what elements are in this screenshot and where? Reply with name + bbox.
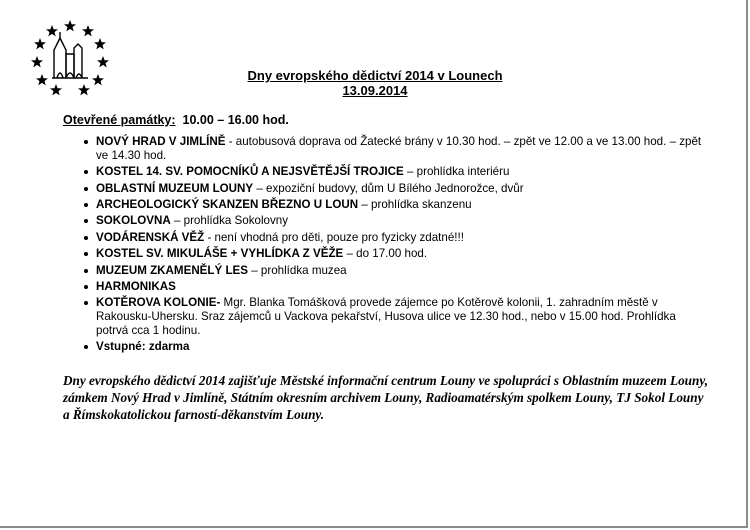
heritage-days-logo [30,18,110,96]
item-name: Vstupné: zdarma [96,340,190,354]
item-detail: – prohlídka skanzenu [358,197,472,211]
item-detail: – expoziční budovy, dům U Bílého Jednorožce, dvůr [253,181,524,195]
opening-hours [63,113,289,127]
list-item [84,135,704,163]
list-item [84,231,704,245]
title-line-1: Dny evropského dědictví 2014 v Lounech [247,68,503,83]
item-name: MUZEUM ZKAMENĚLÝ LES [96,263,249,277]
list-item [84,165,704,179]
list-item [84,247,704,261]
list-item [84,182,704,196]
list-item [84,296,704,337]
item-detail: Mgr. Blanka Tomášková provede zájemce po Kotěrově kolonii, 1. zahradním městě v Rakousku-Uhersku. Sraz zájemců u Vackova pekařství, Husova ulice ve 12.30 hod., nebo v 15.00 hod. Prohlídka potrvá cca 1 hodinu. [96,296,676,337]
item-name: KOTĚROVA KOLONIE- [96,296,221,310]
item-name: KOSTEL 14. SV. POMOCNÍKŮ A NEJSVĚTĚJŠÍ TROJICE [96,165,404,179]
item-detail: – prohlídka Sokolovny [170,214,289,228]
opening-hours-value: 10.00 – 16.00 hod. [182,113,289,127]
list-item [84,198,704,212]
list-item [84,214,704,228]
item-detail: – prohlídka muzea [248,263,347,277]
item-name: ARCHEOLOGICKÝ SKANZEN BŘEZNO U LOUN [96,197,359,211]
organizers-note: Dny evropského dědictví 2014 zajišťuje Městské informační centrum Louny ve spolupráci s Oblastním muzeem Louny, zámkem Nový Hrad v Jimlíně, Státním okresním archivem Louny, Radioamatérským spolkem Louny, TJ Sokol Louny a Římskokatolickou farností-děkanstvím Louny. [63,373,709,422]
item-name: OBLASTNÍ MUZEUM LOUNY [96,181,254,195]
document-title [210,68,540,98]
monument-list [84,135,704,357]
list-item [84,280,704,294]
item-detail: – prohlídka interiéru [403,165,510,179]
item-detail: – do 17.00 hod. [343,247,428,261]
item-detail: - není vhodná pro děti, pouze pro fyzicky zdatné!!! [204,230,464,244]
item-name: SOKOLOVNA [96,214,171,228]
opening-hours-label: Otevřené památky: [63,113,176,127]
title-line-2: 13.09.2014 [342,83,408,98]
item-name: NOVÝ HRAD V JIMLÍNĚ [96,135,226,148]
item-name: KOSTEL SV. MIKULÁŠE + VYHLÍDKA Z VĚŽE [96,247,344,261]
list-item [84,264,704,278]
item-detail: - autobusová doprava od Žatecké brány v 10.30 hod. – zpět ve 12.00 a ve 13.00 hod. – zpět ve 14.30 hod. [96,135,702,162]
item-name: HARMONIKAS [96,279,176,293]
list-item [84,340,704,354]
item-name: VODÁRENSKÁ VĚŽ [96,230,205,244]
